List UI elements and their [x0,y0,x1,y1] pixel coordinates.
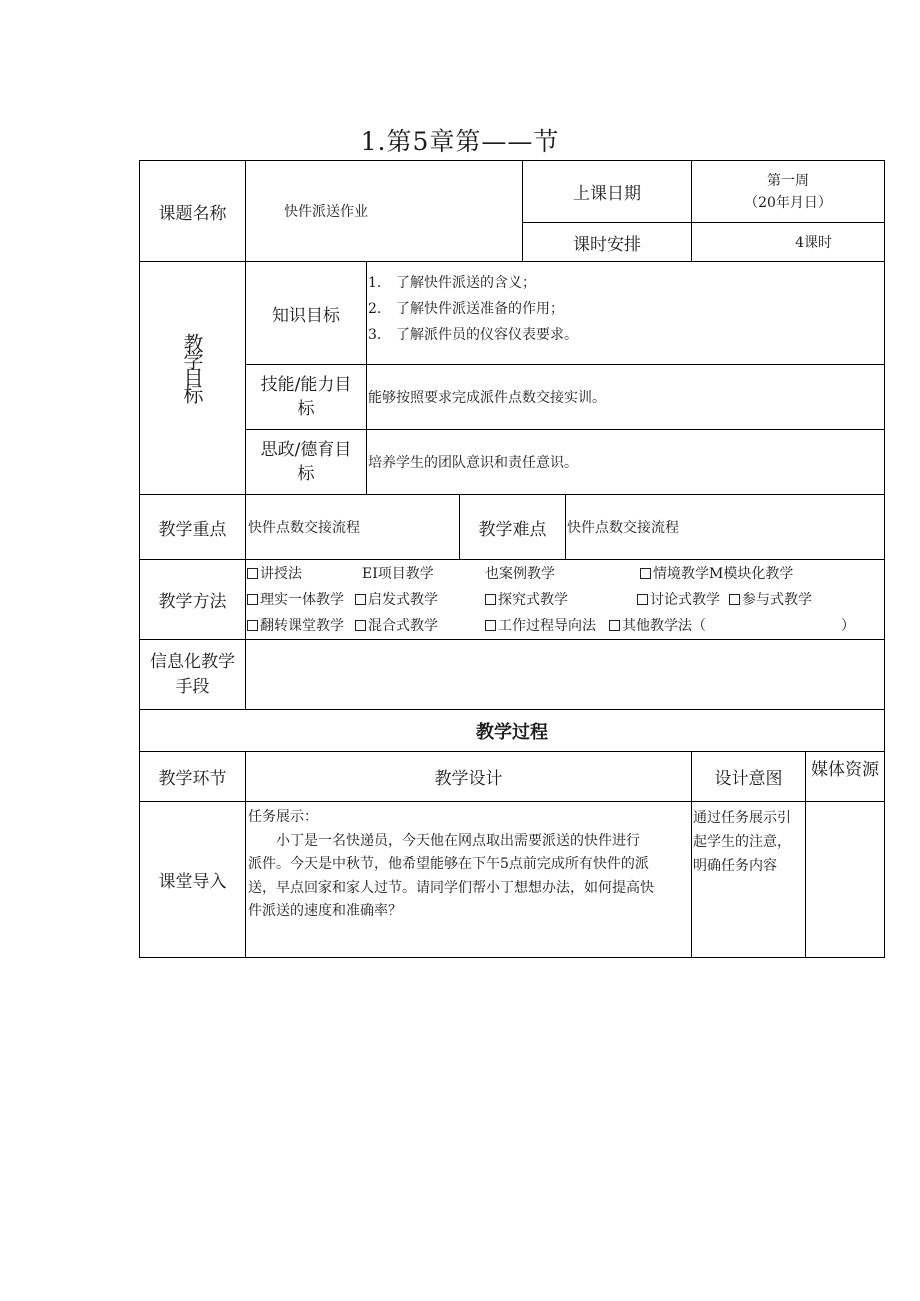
checkbox-icon [485,620,496,631]
info-label-line2: 手段 [175,676,210,697]
moral-label-line2: 标 [297,464,315,484]
checkbox-icon [247,620,258,631]
knowledge-list [368,270,878,360]
method-option[interactable]: 讲授法 [247,563,302,583]
objectives-label: 教学目标 [180,333,204,401]
checkbox-icon [247,594,258,605]
difficult-point-value: 快件点数交接流程 [567,520,679,536]
knowledge-item: 1. 了解快件派送的含义； [368,275,536,291]
topic-label: 课题名称 [158,203,227,224]
design-line: 送，早点回家和家人过节。请同学们帮小丁想想办法，如何提高快 [248,879,654,896]
method-option[interactable]: 也案例教学 [485,566,555,582]
intent-line: 明确任务内容 [693,858,777,874]
date-label: 上课日期 [573,184,641,204]
moral-label-line1: 思政/德育目 [260,440,352,460]
method-option[interactable]: 讨论式教学 [637,589,720,609]
checkbox-icon [485,594,496,605]
process-heading: 教学过程 [476,721,548,743]
checkbox-icon [609,620,620,631]
intent-cell [693,806,804,954]
checkbox-icon [640,568,651,579]
intent-line: 起学生的注意， [693,834,791,850]
col-stage: 教学环节 [158,769,227,789]
col-intent: 设计意图 [714,769,783,789]
page-title: 1.第5章第——节 [360,127,560,156]
key-point-label: 教学重点 [158,519,227,540]
skill-label-line1: 技能/能力目 [260,375,352,395]
design-line: 件派送的速度和准确率？ [248,903,402,919]
date-value [692,170,884,220]
skill-text: 能够按照要求完成派件点数交接实训。 [368,390,606,406]
skill-label-line2: 标 [297,399,315,419]
date-week: 第一周 [767,173,809,189]
checkbox-icon [729,594,740,605]
key-point-value: 快件点数交接流程 [248,520,360,536]
method-option[interactable]: 其他教学法（ [609,615,706,635]
col-media: 媒体资源 [811,760,879,780]
method-other-close: ） [841,618,855,634]
design-cell [248,806,690,954]
checkbox-icon [355,620,366,631]
col-design: 教学设计 [434,769,503,789]
methods-label: 教学方法 [158,592,227,612]
skill-label [246,365,366,429]
difficult-point-label: 教学难点 [478,519,547,540]
knowledge-item: 3. 了解派件员的仪容仪表要求。 [368,327,578,343]
intent-line: 通过任务展示引 [693,810,791,826]
method-option[interactable]: 工作过程导向法 [485,615,596,635]
checkbox-icon [247,568,258,579]
method-option[interactable]: 理实一体教学 [247,589,344,609]
topic-value: 快件派送作业 [284,204,368,220]
checkbox-icon [637,594,648,605]
design-line: 派件。今天是中秋节，他希望能够在下午5点前完成所有快件的派 [248,856,649,872]
method-option[interactable]: 探究式教学 [485,589,568,609]
stage-cell: 课堂导入 [158,872,227,892]
moral-label [246,430,366,494]
hours-label: 课时安排 [573,234,641,255]
moral-text: 培养学生的团队意识和责任意识。 [368,455,578,471]
method-option[interactable]: EI项目教学 [362,566,434,582]
knowledge-item: 2. 了解快件派送准备的作用； [368,301,564,317]
checkbox-icon [355,594,366,605]
design-title: 任务展示： [248,809,318,825]
design-line: 小丁是一名快递员，今天他在网点取出需要派送的快件进行 [276,832,640,849]
media-cell [806,802,884,957]
methods-options [247,561,883,639]
info-value [246,640,884,709]
date-text: （20年月日） [744,195,832,211]
hours-value: 4课时 [795,235,832,251]
objectives-label-cell [140,262,245,494]
info-label [140,640,245,709]
method-option[interactable]: 情境教学M模块化教学 [640,563,793,583]
method-option[interactable]: 参与式教学 [729,589,812,609]
method-option[interactable]: 启发式教学 [355,589,438,609]
method-option[interactable]: 翻转课堂教学 [247,615,344,635]
info-label-line1: 信息化教学 [150,651,235,672]
method-option[interactable]: 混合式教学 [355,615,438,635]
knowledge-label: 知识目标 [272,305,340,326]
